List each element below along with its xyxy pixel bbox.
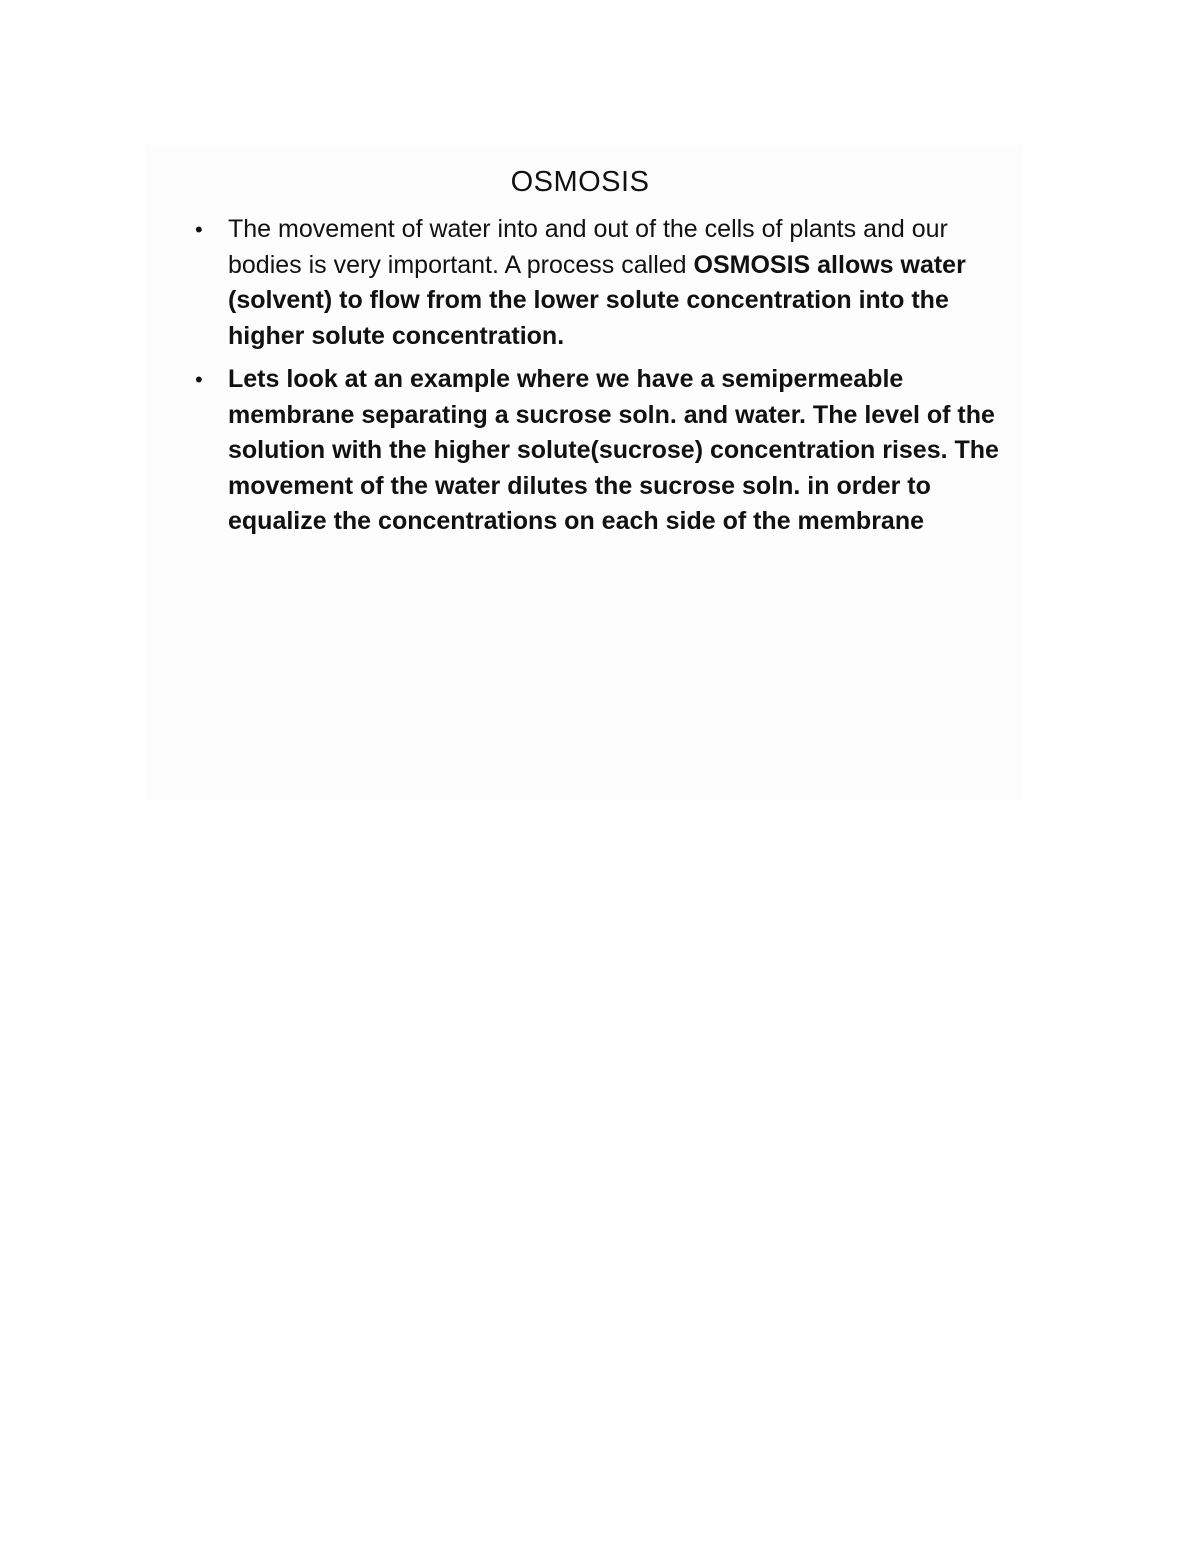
- page-title: OSMOSIS: [510, 166, 650, 198]
- bullet-text-bold: Lets look at an example where we have a semipermeable membrane separating a sucrose soln. and water. The level of the solution with the higher solute(sucrose) concentration rises. The movement of the water dilutes the sucrose soln. in order to equalize the concentrations on each side of the membrane: [228, 365, 999, 535]
- list-item: [193, 212, 1013, 354]
- list-item: [193, 362, 1013, 540]
- bullet-list: [193, 212, 1013, 548]
- bullet-text: The movement of water into and out of the cells of plants and our bodies is very important. A process called: [228, 215, 948, 279]
- bullet-icon: •: [195, 217, 203, 242]
- bullet-text-bold: OSMOSIS allows water (solvent) to flow from the lower solute concentration into the higher solute concentration.: [228, 250, 966, 350]
- bullet-icon: •: [195, 367, 203, 392]
